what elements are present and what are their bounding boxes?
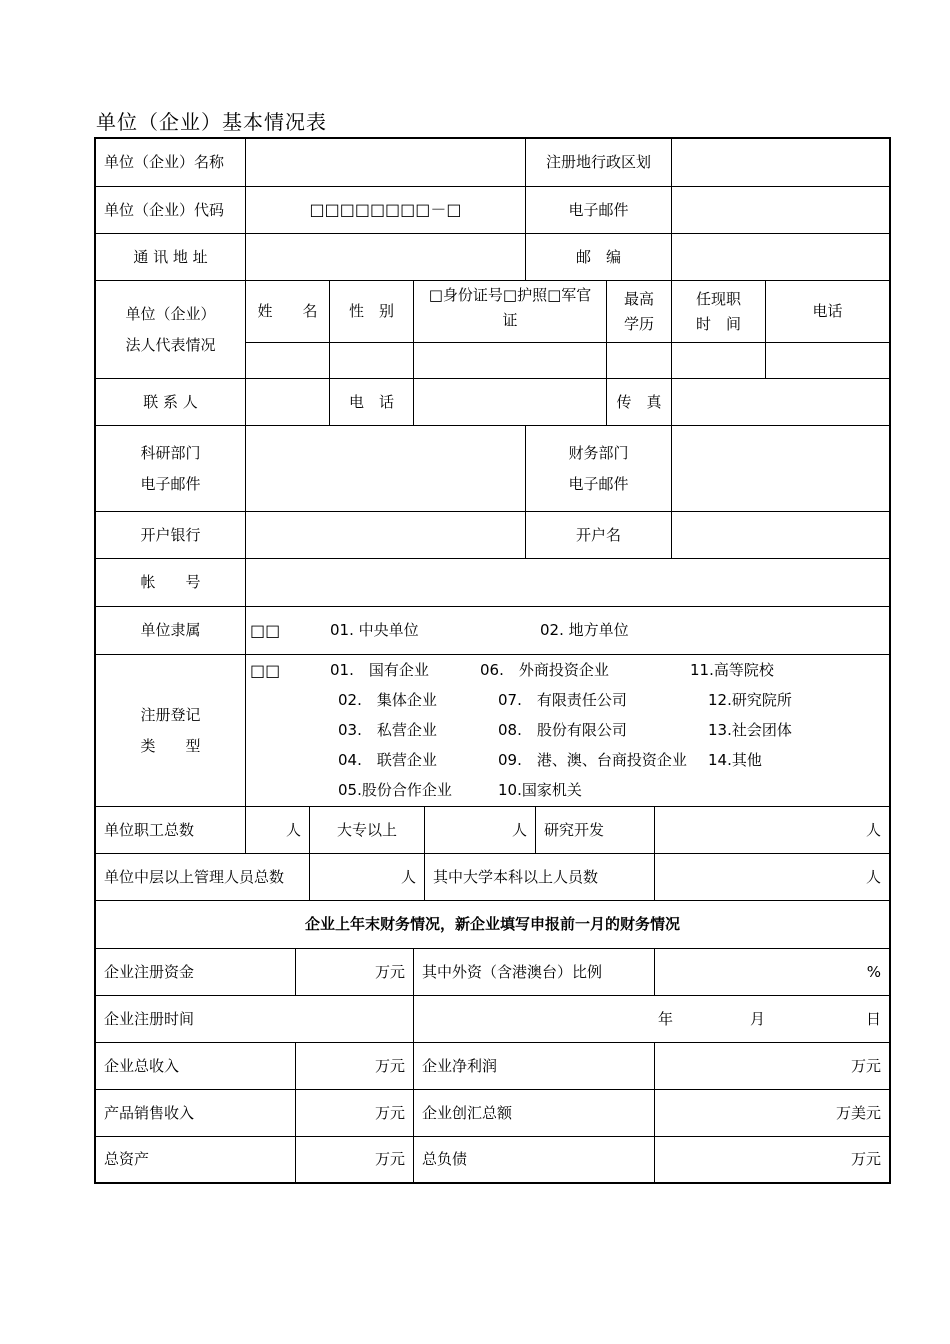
profit-label: 企业净利润 [414, 1043, 655, 1090]
assets-label: 总资产 [96, 1137, 296, 1182]
unit-name-field[interactable] [246, 139, 526, 187]
legal-name-header: 姓 名 [246, 281, 330, 343]
bachelor-field[interactable]: 人 [655, 854, 889, 901]
legal-tenure-header [672, 281, 766, 343]
reg-option-10: 10.国家机关 [498, 781, 582, 799]
reg-time-year: 年 [658, 1010, 674, 1028]
region-field[interactable] [672, 139, 889, 187]
region-label: 注册地行政区划 [526, 139, 672, 187]
legal-rep-label-line1: 单位（企业） [125, 304, 216, 323]
legal-edu-field[interactable] [607, 343, 672, 379]
revenue-label: 企业总收入 [96, 1043, 296, 1090]
page-title: 单位（企业）基本情况表 [96, 110, 327, 134]
unit-code-field[interactable]: □□□□□□□□－□ [246, 187, 526, 234]
affiliation-label: 单位隶属 [96, 607, 246, 655]
sales-label: 产品销售收入 [96, 1090, 296, 1137]
unit-name-label: 单位（企业）名称 [96, 139, 246, 187]
registration-type-label-line1: 注册登记 [140, 705, 201, 724]
profit-field[interactable]: 万元 [655, 1043, 889, 1090]
college-field[interactable]: 人 [425, 807, 536, 854]
reg-option-04: 04. 联营企业 [338, 751, 437, 769]
legal-id-header [414, 281, 607, 343]
reg-option-11: 11.高等院校 [690, 661, 774, 679]
reg-option-01: 01. 国有企业 [330, 661, 429, 679]
finance-email-label [526, 426, 672, 512]
reg-option-12: 12.研究院所 [708, 691, 792, 709]
account-no-field[interactable] [246, 559, 889, 607]
affiliation-option-local: 02. 地方单位 [540, 621, 629, 639]
contact-field[interactable] [246, 379, 330, 426]
legal-tenure-header-line1: 任现职 [695, 289, 741, 308]
postcode-label: 邮 编 [526, 234, 672, 281]
account-name-field[interactable] [672, 512, 889, 559]
legal-tenure-field[interactable] [672, 343, 766, 379]
bachelor-label: 其中大学本科以上人员数 [425, 854, 655, 901]
legal-id-header-line1: □身份证号□护照□军官 [428, 286, 592, 304]
contact-phone-label: 电 话 [330, 379, 414, 426]
address-label: 通 讯 地 址 [96, 234, 246, 281]
finance-section-header: 企业上年末财务情况，新企业填写申报前一月的财务情况 [96, 901, 889, 949]
liabilities-field[interactable]: 万元 [850, 1150, 881, 1168]
account-no-label: 帐 号 [96, 559, 246, 607]
finance-email-label-line2: 电子邮件 [568, 474, 629, 493]
form-table [94, 137, 891, 1184]
reg-option-06: 06. 外商投资企业 [480, 661, 609, 679]
staff-total-field[interactable]: 人 [246, 807, 310, 854]
revenue-field[interactable]: 万元 [296, 1043, 414, 1090]
legal-tenure-header-line2: 时 间 [695, 314, 741, 333]
postcode-field[interactable] [672, 234, 889, 281]
contact-phone-field[interactable] [414, 379, 607, 426]
sales-field[interactable]: 万元 [296, 1090, 414, 1137]
legal-id-header-line2: 证 [502, 311, 518, 329]
legal-gender-header: 性 别 [330, 281, 414, 343]
email-label: 电子邮件 [526, 187, 672, 234]
reg-time-field[interactable] [414, 996, 889, 1043]
rd-email-label-line1: 科研部门 [140, 443, 201, 462]
legal-edu-header-line1: 最高 [623, 289, 654, 308]
college-label: 大专以上 [310, 807, 425, 854]
capital-label: 企业注册资金 [96, 949, 296, 996]
affiliation-options [246, 607, 889, 655]
reg-time-month: 月 [750, 1010, 766, 1028]
mgmt-total-label: 单位中层以上管理人员总数 [96, 854, 310, 901]
mgmt-total-field[interactable]: 人 [310, 854, 425, 901]
legal-gender-field[interactable] [330, 343, 414, 379]
reg-time-day: 日 [866, 1010, 882, 1028]
affiliation-code-boxes[interactable]: □□ [250, 621, 281, 640]
registration-type-options [246, 655, 889, 807]
legal-edu-header [607, 281, 672, 343]
bank-field[interactable] [246, 512, 526, 559]
bank-label: 开户银行 [96, 512, 246, 559]
legal-id-field[interactable] [414, 343, 607, 379]
legal-phone-header: 电话 [766, 281, 889, 343]
foreign-ratio-field[interactable]: % [655, 949, 889, 996]
reg-option-08: 08. 股份有限公司 [498, 721, 627, 739]
rd-email-field[interactable] [246, 426, 526, 512]
staff-total-label: 单位职工总数 [96, 807, 246, 854]
contact-label: 联 系 人 [96, 379, 246, 426]
reg-option-09: 09. 港、澳、台商投资企业 [498, 751, 687, 769]
reg-option-14: 14.其他 [708, 751, 762, 769]
legal-phone-field[interactable] [766, 343, 889, 379]
reg-option-13: 13.社会团体 [708, 721, 792, 739]
foreign-ratio-label: 其中外资（含港澳台）比例 [414, 949, 655, 996]
reg-option-03: 03. 私营企业 [338, 721, 437, 739]
reg-option-02: 02. 集体企业 [338, 691, 437, 709]
reg-time-label: 企业注册时间 [96, 996, 414, 1043]
registration-code-boxes[interactable]: □□ [250, 661, 281, 680]
address-field[interactable] [246, 234, 526, 281]
legal-name-field[interactable] [246, 343, 330, 379]
forex-label: 企业创汇总额 [414, 1090, 655, 1137]
account-name-label: 开户名 [526, 512, 672, 559]
liabilities-label: 总负债 [414, 1137, 655, 1182]
finance-email-field[interactable] [672, 426, 889, 512]
assets-field[interactable]: 万元 [296, 1137, 414, 1182]
forex-field[interactable]: 万美元 [655, 1090, 889, 1137]
email-field[interactable] [672, 187, 889, 234]
reg-option-07: 07. 有限责任公司 [498, 691, 627, 709]
legal-rep-label-line2: 法人代表情况 [125, 335, 216, 354]
registration-type-label [96, 655, 246, 807]
legal-rep-label [96, 281, 246, 379]
rd-email-label [96, 426, 246, 512]
affiliation-option-central: 01. 中央单位 [330, 621, 419, 639]
capital-field[interactable]: 万元 [296, 949, 414, 996]
fax-field[interactable] [672, 379, 889, 426]
unit-code-label: 单位（企业）代码 [96, 187, 246, 234]
rd-staff-field[interactable]: 人 [655, 807, 889, 854]
rd-staff-label: 研究开发 [536, 807, 655, 854]
reg-option-05: 05.股份合作企业 [338, 781, 452, 799]
legal-edu-header-line2: 学历 [623, 314, 654, 333]
fax-label: 传 真 [607, 379, 672, 426]
registration-type-label-line2: 类 型 [140, 736, 201, 755]
finance-email-label-line1: 财务部门 [568, 443, 629, 462]
rd-email-label-line2: 电子邮件 [140, 474, 201, 493]
